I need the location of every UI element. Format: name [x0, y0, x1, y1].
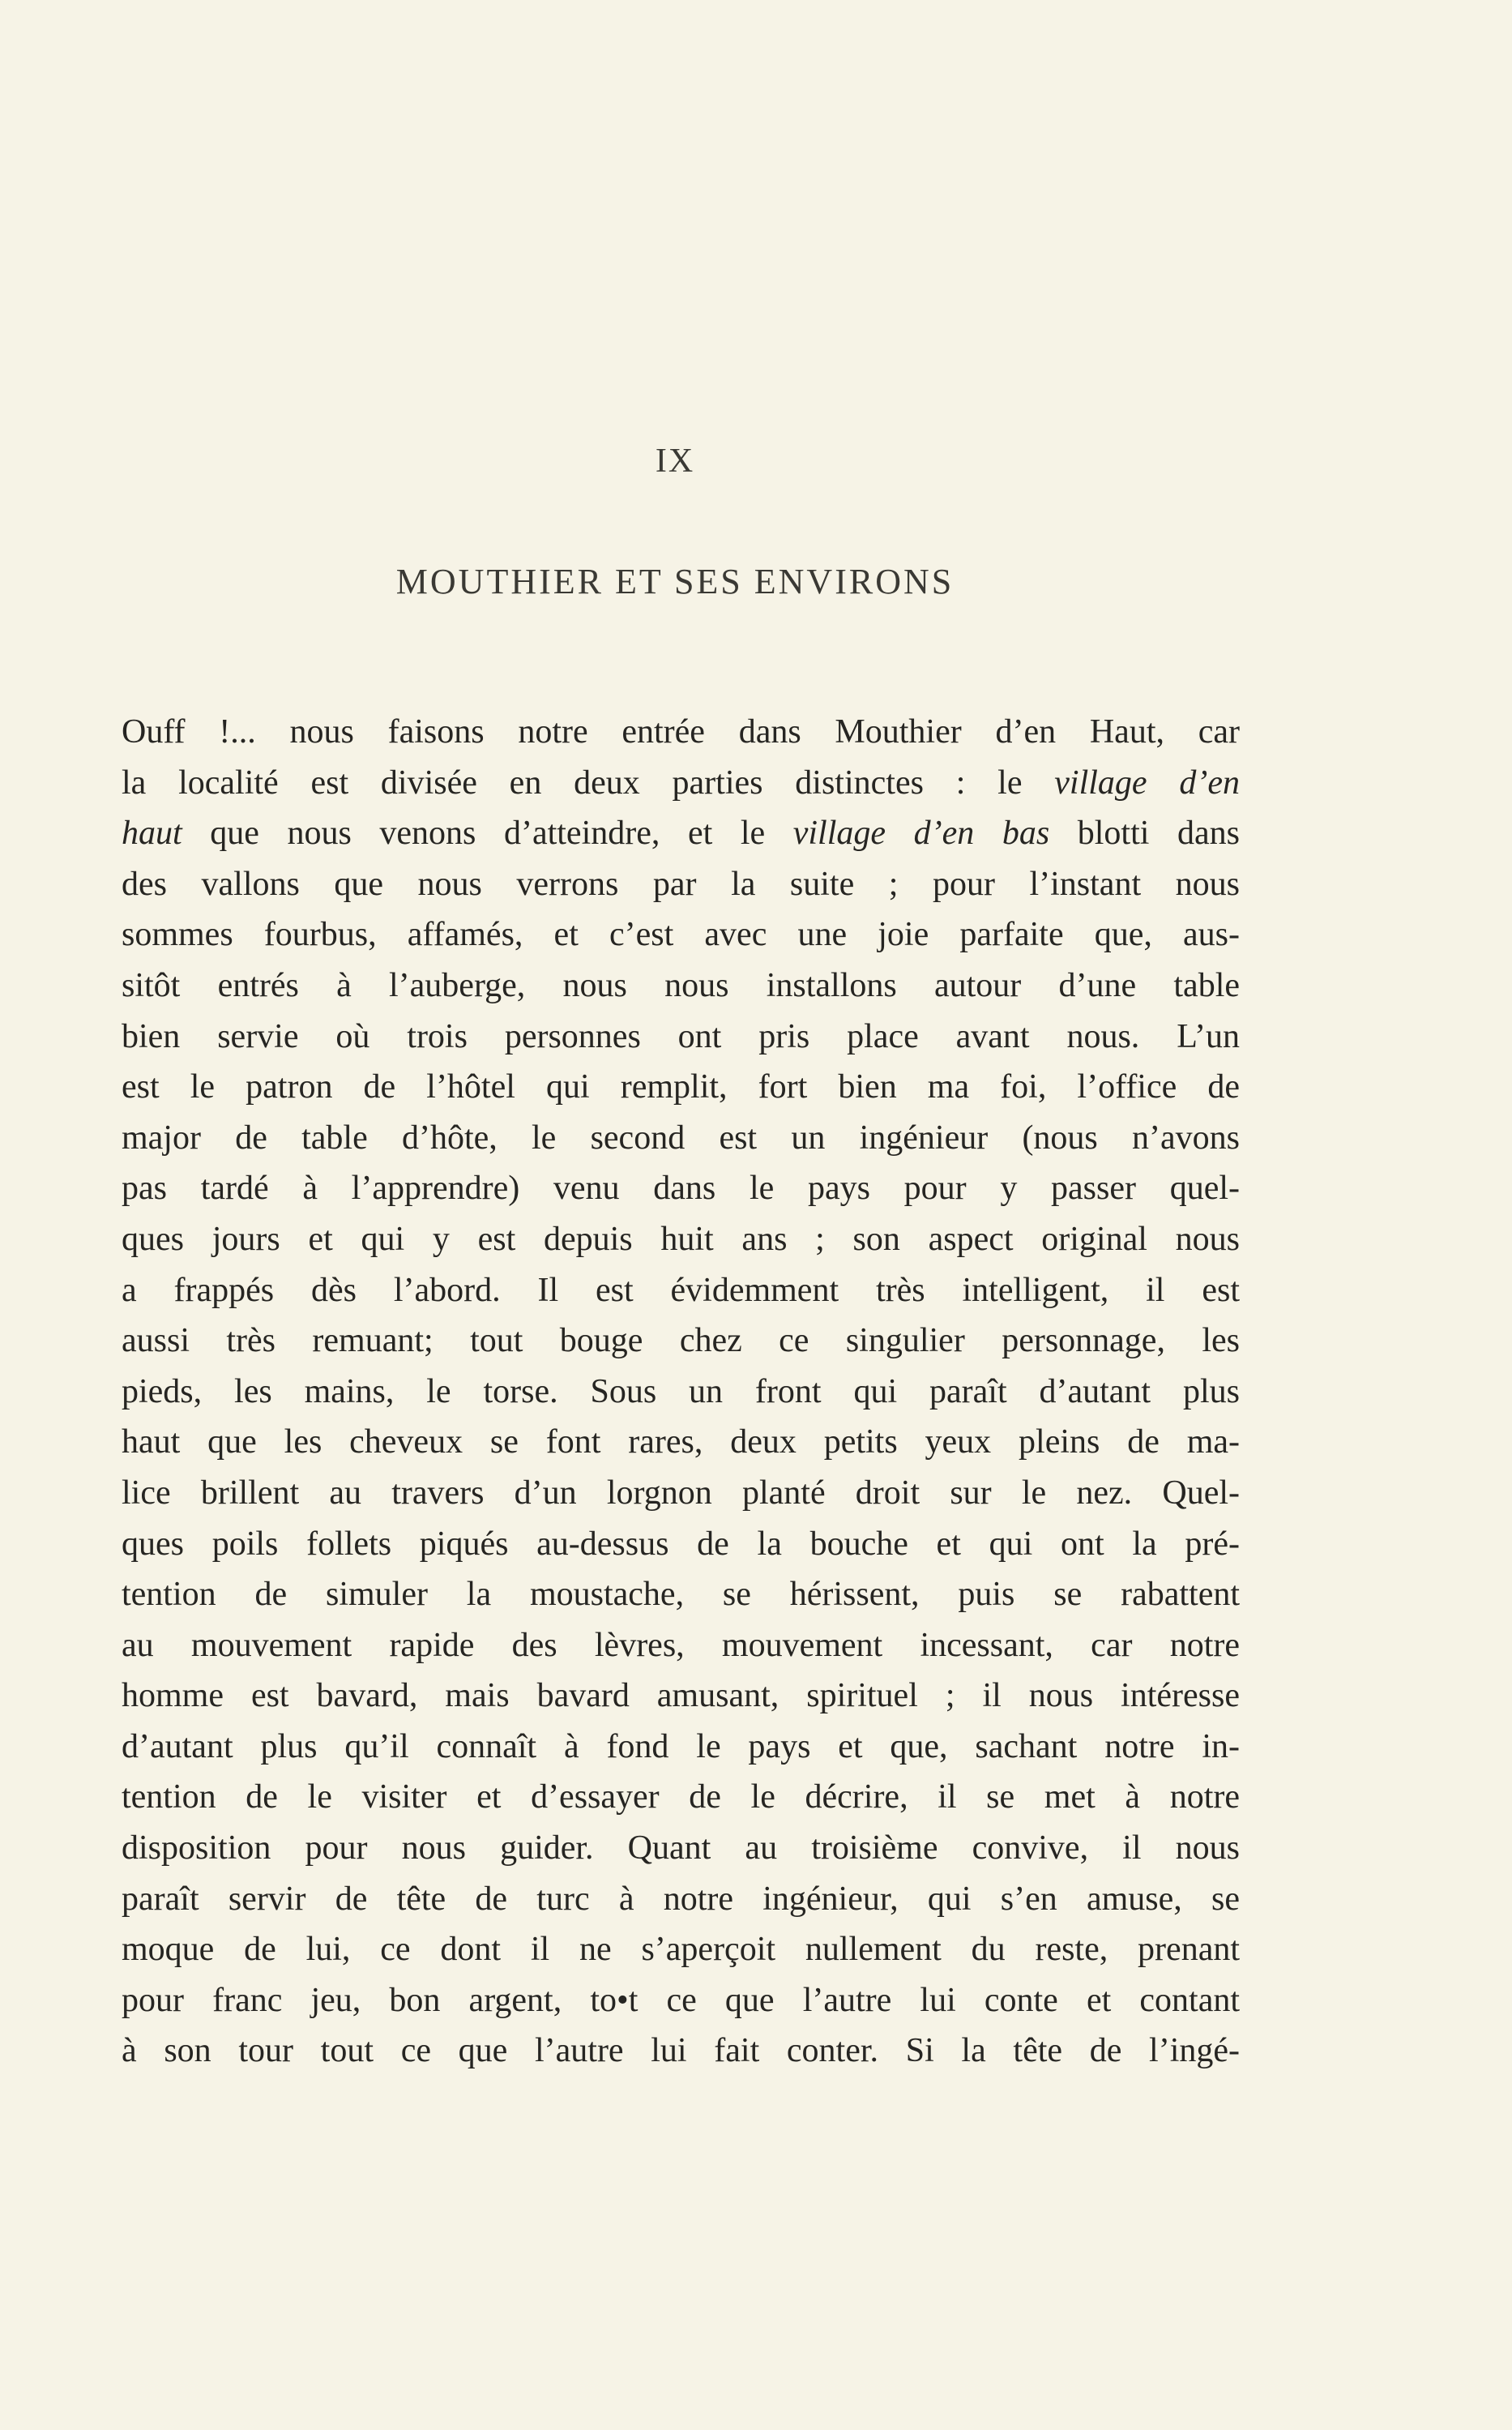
text-line — [122, 1671, 1240, 1722]
text-line — [122, 859, 1240, 910]
text-segment: est le patron de l’hôtel qui remplit, fort bien ma foi, l’office de — [122, 1068, 1240, 1106]
text-segment: ques jours et qui y est depuis huit ans ; son aspect original nous — [122, 1220, 1240, 1258]
text-segment: ques poils follets piqués au-dessus de la bouche et qui ont la pré- — [122, 1525, 1240, 1563]
text-line — [122, 808, 1240, 859]
text-line — [122, 1062, 1240, 1113]
text-segment: tention de simuler la moustache, se hérissent, puis se rabattent — [122, 1576, 1240, 1614]
text-segment: paraît servir de tête de turc à notre ingénieur, qui s’en amuse, se — [122, 1880, 1240, 1918]
text-segment: que nous venons d’atteindre, et le — [182, 815, 793, 853]
text-segment: d’autant plus qu’il connaît à fond le pays et que, sachant notre in- — [122, 1727, 1240, 1765]
text-line — [122, 1012, 1240, 1063]
text-segment: la localité est divisée en deux parties distinctes : le — [122, 764, 1055, 802]
text-segment: pour franc jeu, bon argent, to•t ce que l’autre lui conte et contant — [122, 1981, 1240, 2019]
text-segment: lice brillent au travers d’un lorgnon planté droit sur le nez. Quel- — [122, 1474, 1240, 1512]
text-line — [122, 1367, 1240, 1418]
text-line — [122, 1316, 1240, 1367]
text-line — [122, 909, 1240, 960]
text-segment: au mouvement rapide des lèvres, mouvement incessant, car notre — [122, 1626, 1240, 1664]
text-line — [122, 1874, 1240, 1925]
chapter-number: IX — [655, 443, 695, 480]
text-segment: Ouff !... nous faisons notre entrée dans Mouthier d’en Haut, car — [122, 713, 1240, 751]
text-line — [122, 960, 1240, 1012]
text-segment: a frappés dès l’abord. Il est évidemment très intelligent, il est — [122, 1271, 1240, 1309]
text-line — [122, 1265, 1240, 1316]
text-line — [122, 1569, 1240, 1620]
italic-text: village d’en — [1054, 764, 1240, 802]
text-segment: bien servie où trois personnes ont pris place avant nous. L’un — [122, 1017, 1240, 1055]
text-line — [122, 1722, 1240, 1773]
italic-text: haut — [122, 815, 182, 853]
text-segment: tention de le visiter et d’essayer de le décrire, il se met à notre — [122, 1778, 1240, 1816]
text-line — [122, 1417, 1240, 1468]
text-line — [122, 758, 1240, 809]
text-segment: pas tardé à l’apprendre) venu dans le pays pour y passer quel- — [122, 1170, 1240, 1208]
text-segment: sitôt entrés à l’auberge, nous nous installons autour d’une table — [122, 966, 1240, 1004]
text-line — [122, 1519, 1240, 1570]
text-segment: homme est bavard, mais bavard amusant, spirituel ; il nous intéresse — [122, 1677, 1240, 1715]
text-line — [122, 1924, 1240, 1975]
text-segment: pieds, les mains, le torse. Sous un front qui paraît d’autant plus — [122, 1372, 1240, 1410]
text-line — [122, 1214, 1240, 1265]
text-segment: aussi très remuant; tout bouge chez ce singulier personnage, les — [122, 1322, 1240, 1360]
text-segment: moque de lui, ce dont il ne s’aperçoit nullement du reste, prenant — [122, 1931, 1240, 1969]
text-segment: à son tour tout ce que l’autre lui fait conter. Si la tête de l’ingé- — [122, 2032, 1240, 2070]
text-segment: blotti dans — [1049, 815, 1241, 853]
text-line — [122, 1772, 1240, 1823]
text-segment: des vallons que nous verrons par la suite ; pour l’instant nous — [122, 865, 1240, 903]
text-line — [122, 1823, 1240, 1874]
text-line — [122, 707, 1240, 758]
text-line — [122, 1113, 1240, 1164]
chapter-title: MOUTHIER ET SES ENVIRONS — [395, 562, 955, 601]
text-line — [122, 1468, 1240, 1519]
text-line — [122, 1620, 1240, 1671]
italic-text: village d’en bas — [792, 815, 1050, 853]
body-text — [122, 707, 1240, 2077]
text-segment: disposition pour nous guider. Quant au troisième convive, il nous — [122, 1829, 1240, 1867]
text-segment: haut que les cheveux se font rares, deux petits yeux pleins de ma- — [122, 1423, 1240, 1461]
text-segment: sommes fourbus, affamés, et c’est avec une joie parfaite que, aus- — [122, 916, 1240, 954]
text-line — [122, 2026, 1240, 2077]
text-segment: major de table d’hôte, le second est un ingénieur (nous n’avons — [122, 1119, 1240, 1157]
text-line — [122, 1975, 1240, 2026]
text-line — [122, 1163, 1240, 1214]
